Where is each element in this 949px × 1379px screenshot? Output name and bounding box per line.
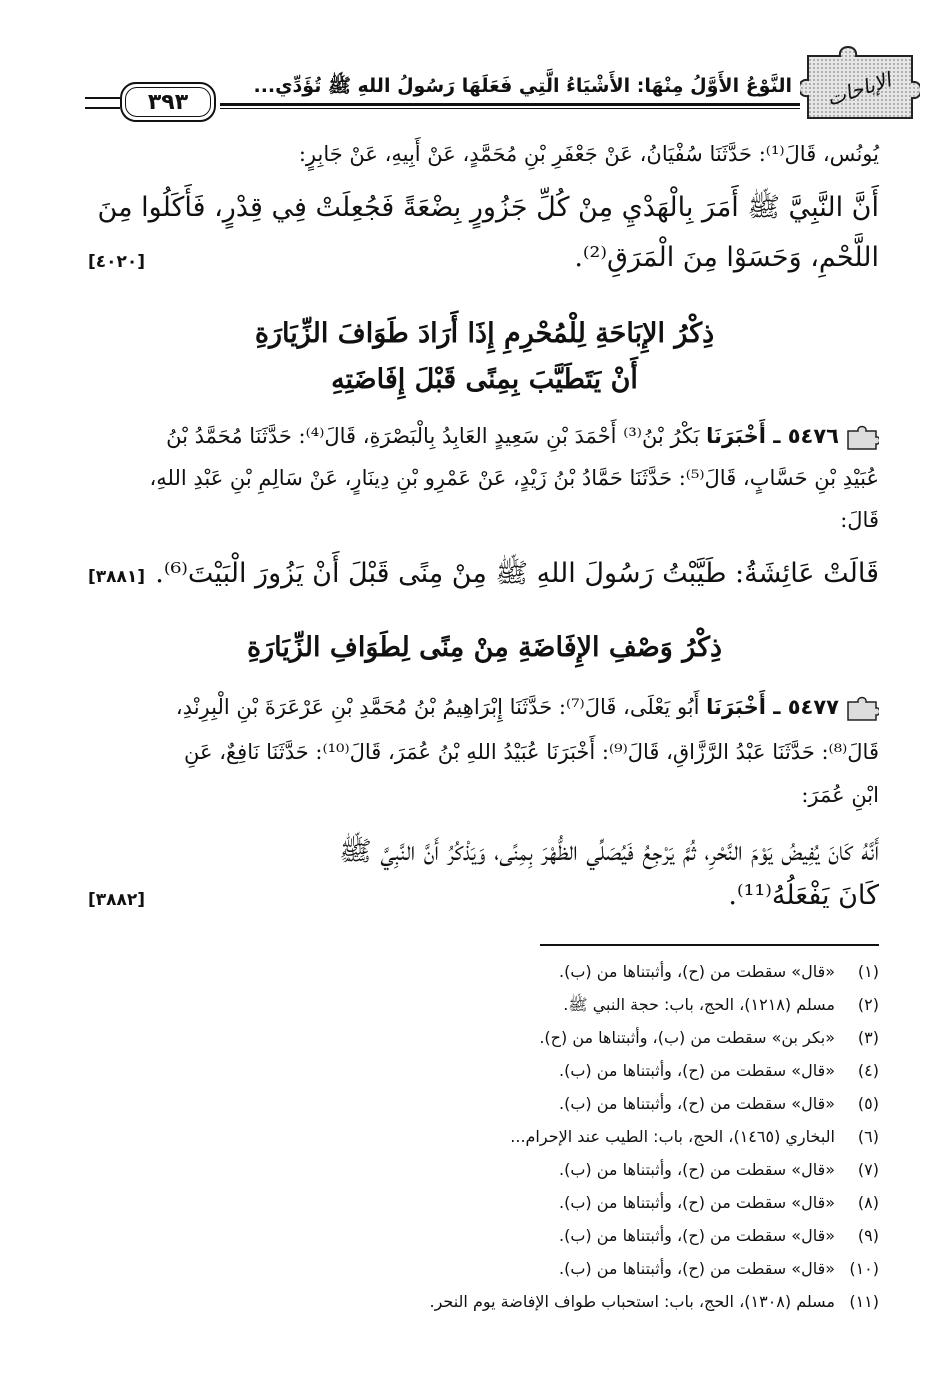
- footnote: [90, 1061, 879, 1080]
- page-header: [70, 30, 920, 120]
- isnad-line: قَالَ:: [840, 508, 879, 532]
- footnote-text: «قال» سقطت من (ح)، وأثبتناها من (ب).: [559, 1259, 835, 1278]
- header-rule-thin: [220, 108, 800, 109]
- footnote-number: (٦): [857, 1127, 879, 1146]
- running-title: النَّوْعُ الأَوَّلُ مِنْهَا: الأَشْيَاءُ الَّتِي فَعَلَهَا رَسُولُ اللهِ ﷺ تُؤَدِّي...: [253, 75, 792, 97]
- footnote: [90, 1094, 879, 1113]
- puzzle-badge-icon: [800, 38, 920, 120]
- footnote-text: «قال» سقطت من (ح)، وأثبتناها من (ب).: [559, 1160, 835, 1179]
- hadith-opening-line: [90, 695, 879, 722]
- chapter-heading: ذِكْرُ وَصْفِ الإِفَاضَةِ مِنْ مِنًى لِطَوَافِ الزِّيَارَةِ: [246, 632, 723, 663]
- isnad-line: عُبَيْدِ بْنِ حَسَّابٍ، قَالَ⁽⁵⁾: حَدَّثَنَا حَمَّادُ بْنُ زَيْدٍ، عَنْ عَمْرِو بْنِ دِينَارٍ، عَنْ سَالِمِ بْنِ عَبْدِ اللهِ،: [149, 466, 879, 490]
- footnote-number: (٨): [857, 1193, 879, 1212]
- puzzle-piece-icon: [845, 425, 879, 451]
- isnad-line: ابْنِ عُمَرَ:: [801, 783, 879, 807]
- footnote-text: البخاري (١٤٦٥)، الحج، باب: الطيب عند الإحرام...: [510, 1127, 835, 1146]
- header-rule: [220, 103, 800, 106]
- header-left-rule: [85, 97, 120, 109]
- footnote-text: مسلم (١٣٠٨)، الحج، باب: استحباب طواف الإفاضة يوم النحر.: [429, 1292, 835, 1311]
- isnad-line: يُونُس، قَالَ⁽¹⁾: حَدَّثَنَا سُفْيَانُ، عَنْ جَعْفَرِ بْنِ مُحَمَّدٍ، عَنْ أَبِيهِ، عَنْ جَابِرٍ:: [298, 142, 879, 166]
- isnad-text: أَبُو يَعْلَى، قَالَ⁽⁷⁾: حَدَّثَنَا إِبْرَاهِيمُ بْنُ مُحَمَّدِ بْنِ عَرْعَرَةَ بْنِ الْبِرِنْدِ،: [175, 695, 700, 719]
- page-number: ٣٩٣: [147, 89, 189, 115]
- footnote-text: «قال» سقطت من (ح)، وأثبتناها من (ب).: [559, 1094, 835, 1113]
- badge-text: الإباحات: [823, 67, 894, 111]
- page-number-frame: [120, 82, 216, 122]
- hadith-number: ٥٤٧٧ ـ أَخْبَرَنَا: [706, 695, 839, 719]
- footnote: [90, 962, 879, 981]
- isnad-line: قَالَ⁽⁸⁾: حَدَّثَنَا عَبْدُ الرَّزَّاقِ، قَالَ⁽⁹⁾: أَخْبَرَنَا عُبَيْدُ اللهِ بْنُ عُمَرَ، قَالَ⁽¹⁰⁾: حَدَّثَنَا نَافِعٌ، عَنِ: [184, 740, 879, 764]
- footnote: [90, 1160, 879, 1179]
- matn-line: أَنَّهُ كَانَ يُفِيضُ يَوْمَ النَّحْرِ، ثُمَّ يَرْجِعُ فَيُصَلِّي الظُّهْرَ بِمِنًى، وَيَذْكُرُ أَنَّ النَّبِيَّ ﷺ: [339, 836, 879, 867]
- isnad-text: بَكْرُ بْنُ⁽³⁾ أَحْمَدَ بْنِ سَعِيدٍ العَابِدُ بِالْبَصْرَةِ، قَالَ⁽⁴⁾: حَدَّثَنَا مُحَمَّدُ بْنُ: [166, 424, 700, 448]
- footnote-text: «قال» سقطت من (ح)، وأثبتناها من (ب).: [559, 1193, 835, 1212]
- puzzle-piece-icon: [845, 696, 879, 722]
- hadith-reference: [٣٨٨١]: [88, 567, 146, 587]
- chapter-heading: أَنْ يَتَطَيَّبَ بِمِنًى قَبْلَ إِفَاضَتِهِ: [331, 364, 638, 395]
- footnote-separator: [540, 944, 879, 946]
- footnote-number: (٢): [857, 995, 879, 1014]
- footnote: [90, 1292, 879, 1311]
- footnote-number: (١): [857, 962, 879, 981]
- footnote-text: «قال» سقطت من (ح)، وأثبتناها من (ب).: [559, 962, 835, 981]
- matn-line: أَنَّ النَّبِيَّ ﷺ أَمَرَ بِالْهَدْيِ مِنْ كُلِّ جَزُورٍ بِضْعَةً فَجُعِلَتْ فِي قِدْرٍ، فَأَكَلُوا مِنَ: [97, 192, 879, 223]
- hadith-reference: [٣٨٨٢]: [88, 890, 146, 910]
- footnote: [90, 1193, 879, 1212]
- footnote-number: (٧): [857, 1160, 879, 1179]
- footnote-number: (١٠): [849, 1259, 879, 1278]
- footnote: [90, 1226, 879, 1245]
- footnote-number: (٣): [857, 1028, 879, 1047]
- footnote-number: (١١): [849, 1292, 879, 1311]
- footnote: [90, 995, 879, 1018]
- hadith-number: ٥٤٧٦ ـ أَخْبَرَنَا: [706, 424, 839, 448]
- footnote-number: (٤): [857, 1061, 879, 1080]
- matn-line: كَانَ يَفْعَلُهُ⁽¹¹⁾.: [728, 880, 879, 911]
- footnote-number: (٩): [857, 1226, 879, 1245]
- footnote: [90, 1127, 879, 1146]
- matn-line: قَالَتْ عَائِشَةُ: طَيَّبْتُ رَسُولَ اللهِ ﷺ مِنْ مِنًى قَبْلَ أَنْ يَزُورَ الْبَيْتَ⁽⁶⁾.: [155, 558, 879, 589]
- chapter-heading: ذِكْرُ الإِبَاحَةِ لِلْمُحْرِمِ إِذَا أَرَادَ طَوَافَ الزِّيَارَةِ: [254, 318, 715, 349]
- footnote: [90, 1028, 879, 1047]
- hadith-opening-line: [90, 424, 879, 451]
- footnote-number: (٥): [857, 1094, 879, 1113]
- hadith-reference: [٤٠٢٠]: [88, 252, 146, 272]
- footnote: [90, 1259, 879, 1278]
- matn-line: اللَّحْمِ، وَحَسَوْا مِنَ الْمَرَقِ⁽²⁾.: [574, 242, 879, 273]
- footnote-text: «قال» سقطت من (ح)، وأثبتناها من (ب).: [559, 1226, 835, 1245]
- footnote-text: «قال» سقطت من (ح)، وأثبتناها من (ب).: [559, 1061, 835, 1080]
- footnote-text: مسلم (١٢١٨)، الحج، باب: حجة النبي ﷺ.: [563, 995, 835, 1014]
- footnote-text: «بكر بن» سقطت من (ب)، وأثبتناها من (ح).: [539, 1028, 835, 1047]
